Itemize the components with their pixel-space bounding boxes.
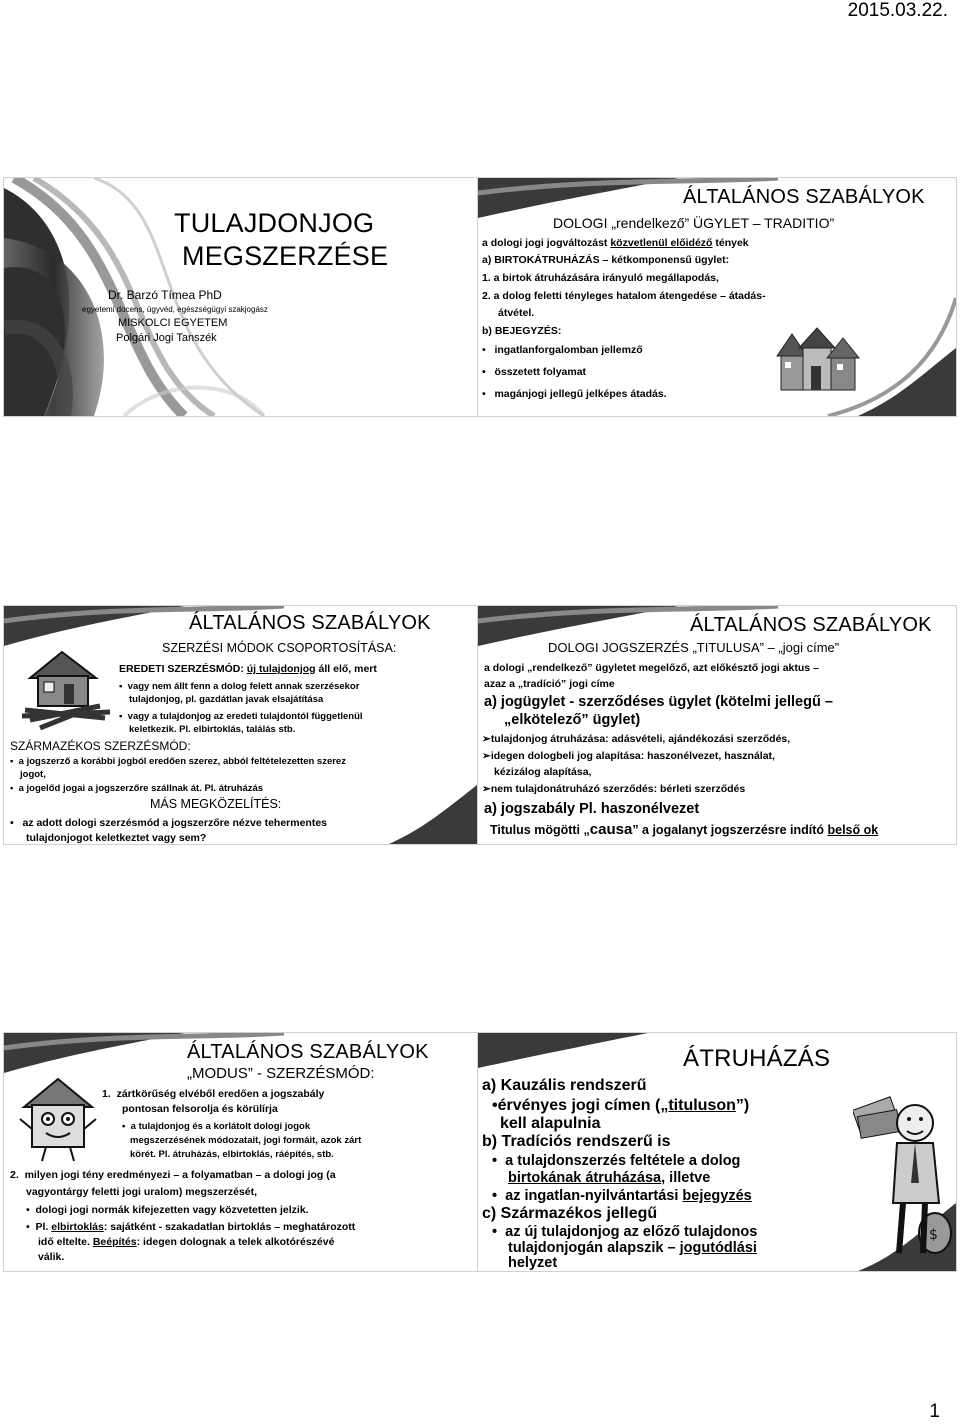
slide5-b1: • dologi jogi normák kifejezetten vagy közvetetten jelzik. — [26, 1204, 309, 1216]
slide6-c: c) Származékos jellegű — [482, 1205, 658, 1222]
slide6-a1: •érvényes jogi címen („tituluson”) — [492, 1097, 750, 1114]
slide3-o1-line1: • az adott dologi szerzésmód a jogszerzőre nézve tehermentes — [10, 817, 328, 829]
houses-clipart — [773, 326, 863, 394]
slide2-line1: a dologi jogi jogváltozást közvetlenül előidéző tények — [482, 237, 749, 249]
slide5-sq-line2: megszerzésének módozatait, jogi formáit, azok zárt — [130, 1135, 362, 1146]
slide-general-rules-traditio — [477, 177, 957, 417]
slide5-n1-line1: 1. zártkörűség elvéből eredően a jogszabály — [102, 1088, 325, 1100]
svg-text:$: $ — [929, 1227, 938, 1243]
slide3-d2: • a jogelőd jogai a jogszerzőre szállnak át. Pl. átruházás — [10, 783, 264, 794]
slide2-title: ÁLTALÁNOS SZABÁLYOK — [683, 186, 925, 208]
slide3-d1-line1: ▪ a jogszerző a korábbi jogból eredően szerez, abból feltételezetten szerez — [10, 756, 346, 767]
slide5-sq-line1: ▪ a tulajdonjog és a korlátolt dologi jogok — [122, 1121, 311, 1132]
slide-acquisition-grouping — [3, 605, 483, 845]
slide3-title: ÁLTALÁNOS SZABÁLYOK — [189, 612, 431, 634]
slide3-subtitle: SZERZÉSI MÓDOK CSOPORTOSÍTÁSA: — [162, 641, 397, 655]
slide3-original-acquisition: EREDETI SZERZÉSMÓD: új tulajdonjog áll elő, mert — [119, 663, 377, 675]
slide4-arrow-3: ➢nem tulajdonátruházó szerződés: bérleti szerződés — [482, 783, 746, 795]
slide6-c1-line1: • az új tulajdonjog az előző tulajdonos — [492, 1224, 758, 1240]
slide4-arrow-2-line2: kézizálog alapítása, — [494, 766, 592, 778]
slide4-line4: „elkötelező” ügylet) — [504, 712, 641, 728]
header-date: 2015.03.22. — [847, 0, 948, 21]
slide5-n2-line1: 2. milyen jogi tény eredményezi – a folyamatban – a dologi jog (a — [10, 1169, 336, 1181]
slide5-subtitle: „MODUS” - SZERZÉSMÓD: — [187, 1065, 375, 1082]
slide4-line2: azaz a „tradíció” jogi címe — [484, 678, 615, 690]
slide-title-line2: MEGSZERZÉSE — [182, 241, 389, 271]
page-number: 1 — [929, 1401, 940, 1422]
slide-modus — [3, 1032, 483, 1272]
slide6-title: ÁTRUHÁZÁS — [683, 1045, 831, 1072]
slide6-b2: • az ingatlan-nyilvántartási bejegyzés — [492, 1188, 752, 1204]
slide3-sq2-line1: ▪ vagy a tulajdonjog az eredeti tulajdontól függetlenül — [119, 711, 363, 722]
slide4-line5: a) jogszabály Pl. haszonélvezet — [484, 801, 700, 817]
author-role: egyetemi docens, ügyvéd, egészségügyi szakjogász — [82, 305, 268, 314]
slide2-line2: a) BIRTOKÁTRUHÁZÁS – kétkomponensű ügylet: — [482, 254, 730, 266]
slide5-title: ÁLTALÁNOS SZABÁLYOK — [187, 1041, 429, 1063]
slide6-b: b) Tradíciós rendszerű is — [482, 1133, 671, 1150]
slide5-b2-line3: válik. — [38, 1251, 65, 1263]
slide5-b2-line1: • Pl. elbirtoklás: sajátként - szakadatlan birtoklás – meghatározott — [26, 1221, 356, 1233]
slide2-subtitle: DOLOGI „rendelkező” ÜGYLET – TRADITIO” — [553, 215, 835, 231]
slide2-line3: 1. a birtok átruházására irányuló megállapodás, — [482, 272, 719, 284]
slide-titulus — [477, 605, 957, 845]
slide2-bullet-1: • ingatlanforgalomban jellemző — [482, 344, 643, 356]
slide5-n2-line2: vagyontárgy feletti jogi uralom) megszerzését, — [26, 1186, 258, 1198]
slide3-o1-line2: tulajdonjogot keletkeztet vagy sem? — [26, 832, 207, 844]
slide4-arrow-2-line1: ➢idegen dologbeli jog alapítása: haszonélvezet, használat, — [482, 750, 775, 762]
slide4-title: ÁLTALÁNOS SZABÁLYOK — [690, 614, 932, 636]
slide4-arrow-1: ➢tulajdonjog átruházása: adásvételi, ajándékozási szerződés, — [482, 733, 791, 745]
slide-title — [3, 177, 483, 417]
author-name: Dr. Barzó Tímea PhD — [108, 288, 222, 302]
cartoon-house-clipart — [18, 1073, 98, 1163]
slide3-other-approach: MÁS MEGKÖZELÍTÉS: — [150, 797, 282, 811]
slide4-line3: a) jogügylet - szerződéses ügylet (kötelmi jellegű – — [484, 694, 833, 710]
slide6-c1-line2: tulajdonjogán alapszik – jogutódlási — [508, 1240, 757, 1256]
department-name: Polgári Jogi Tanszék — [116, 332, 217, 344]
university-name: MISKOLCI EGYETEM — [118, 317, 228, 329]
slide3-sq1-line1: ▪ vagy nem állt fenn a dolog felett annak szerzésekor — [119, 681, 360, 692]
slide3-sq1-line2: tulajdonjog, pl. gazdátlan javak elsajátítása — [129, 694, 324, 705]
slide2-bullet-3: • magánjogi jellegű jelképes átadás. — [482, 388, 667, 400]
house-on-stakes-clipart — [20, 648, 112, 730]
slide2-line5: átvétel. — [498, 307, 535, 319]
slide5-n1-line2: pontosan felsorolja és körülírja — [122, 1103, 278, 1115]
slide6-c1-line3: helyzet — [508, 1255, 558, 1271]
slide6-a: a) Kauzális rendszerű — [482, 1077, 647, 1094]
slide6-a1-line2: kell alapulnia — [500, 1115, 601, 1132]
slide6-b1-line1: • a tulajdonszerzés feltétele a dolog — [492, 1153, 741, 1169]
slide5-b2-line2: idő eltelte. Beépítés: idegen dolognak a telek alkotórészévé — [38, 1236, 335, 1248]
slide3-sq2-line2: keletkezik. Pl. elbirtoklás, találás stb. — [129, 724, 296, 735]
slide2-bullet-2: • összetett folyamat — [482, 366, 587, 378]
slide2-line6: b) BEJEGYZÉS: — [482, 325, 562, 337]
slide4-line6: Titulus mögötti „causa” a jogalanyt jogszerzésre indító belső ok — [490, 821, 879, 838]
slide3-d1-line2: jogot, — [20, 769, 46, 780]
slide4-line1: a dologi „rendelkező” ügyletet megelőző, azt előkésztő jogi aktus – — [484, 662, 819, 674]
slide6-b1-line2: birtokának átruházása, illetve — [508, 1170, 711, 1186]
slide5-sq-line3: körét. Pl. átruházás, elbirtoklás, ráépítés, stb. — [130, 1149, 334, 1160]
slide3-derivative: SZÁRMAZÉKOS SZERZÉSMÓD: — [10, 739, 191, 753]
slide4-subtitle: DOLOGI JOGSZERZÉS „TITULUSA” – „jogi címe” — [548, 640, 840, 655]
money-man-clipart — [853, 1083, 953, 1268]
slide2-line4: 2. a dolog feletti tényleges hatalom átengedése – átadás- — [482, 290, 766, 302]
slide-title-line1: TULAJDONJOG — [174, 208, 375, 238]
slide-transfer — [477, 1032, 957, 1272]
